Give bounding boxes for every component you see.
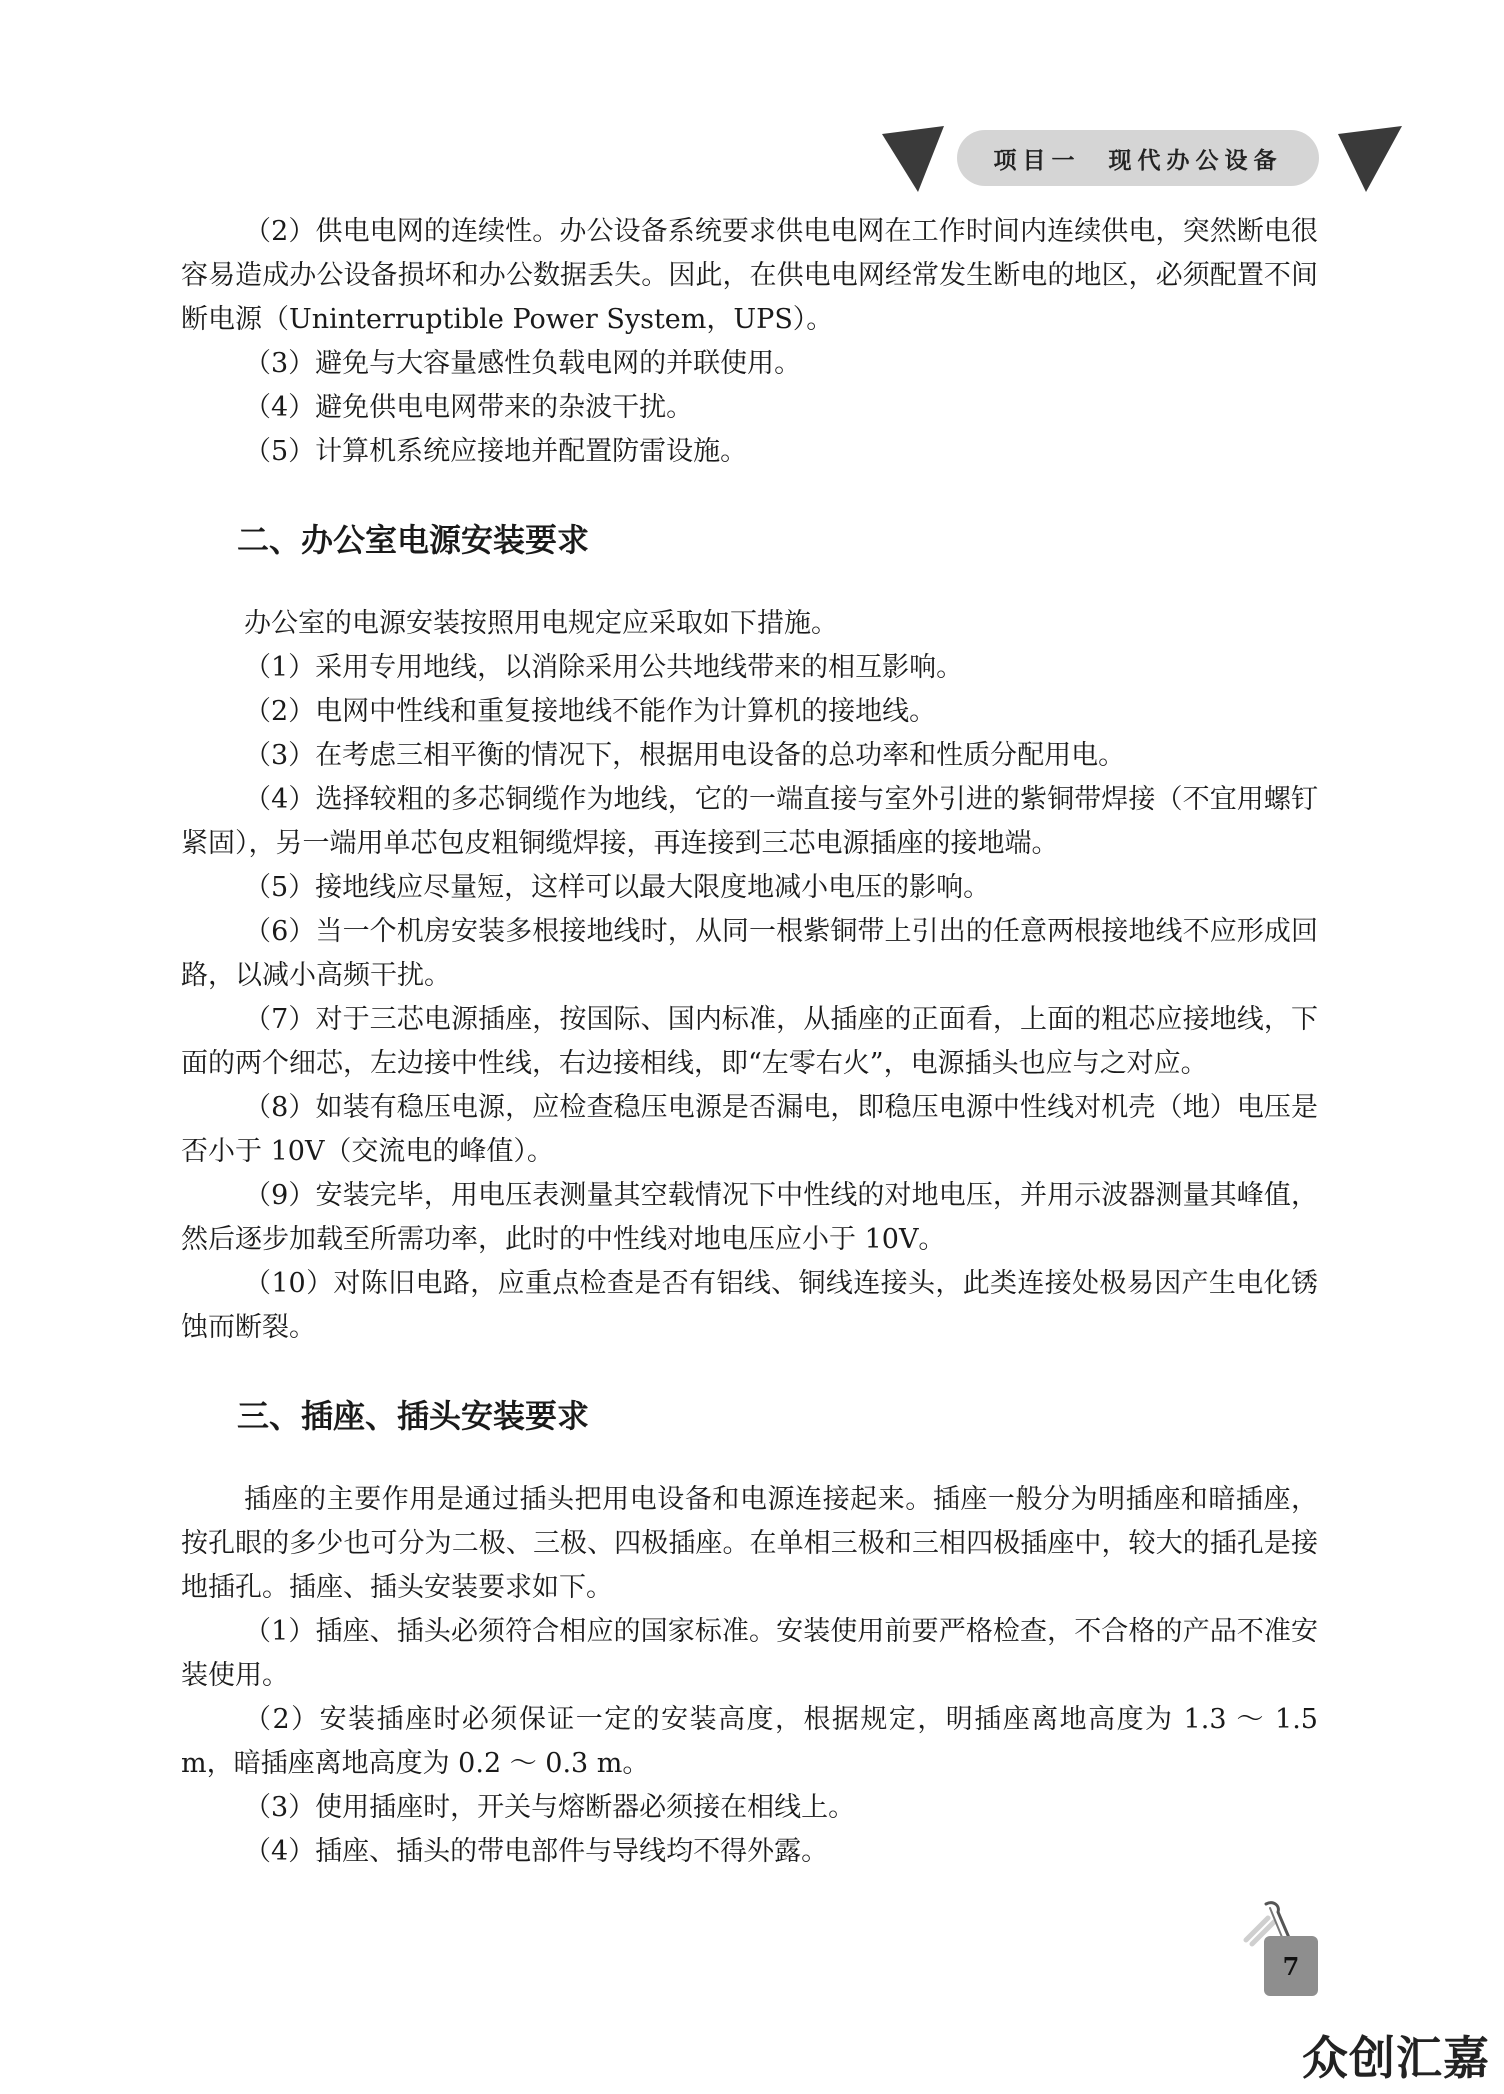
header-banner [957,130,1319,186]
paragraph: （7）对于三芯电源插座，按国际、国内标准，从插座的正面看，上面的粗芯应接地线，下面的两个细芯，左边接中性线，右边接相线，即“左零右火”，电源插头也应与之对应。 [181,1004,1318,1079]
paragraph: （1）采用专用地线，以消除采用公共地线带来的相互影响。 [244,652,964,683]
paragraph: （5）计算机系统应接地并配置防雷设施。 [244,436,748,467]
triangle-decoration-right-icon [1332,126,1402,196]
header-title: 项目一 现代办公设备 [993,147,1283,174]
paragraph: （10）对陈旧电路，应重点检查是否有铝线、铜线连接头，此类连接处极易因产生电化锈蚀而断裂。 [181,1268,1318,1343]
paragraph: 插座的主要作用是通过插头把用电设备和电源连接起来。插座一般分为明插座和暗插座，按孔眼的多少也可分为二极、三极、四极插座。在单相三极和三相四极插座中，较大的插孔是接地插孔。插座、插头安装要求如下。 [181,1484,1318,1603]
section-heading-socket-installation: 三、插座、插头安装要求 [237,1397,590,1435]
paragraph: （3）在考虑三相平衡的情况下，根据用电设备的总功率和性质分配用电。 [244,740,1126,771]
paragraph: 办公室的电源安装按照用电规定应采取如下措施。 [244,608,838,639]
paragraph: （8）如装有稳压电源，应检查稳压电源是否漏电，即稳压电源中性线对机壳（地）电压是否小于 10V（交流电的峰值）。 [181,1092,1318,1167]
triangle-decoration-left-icon [882,126,952,196]
paragraph: （3）避免与大容量感性负载电网的并联使用。 [244,348,802,379]
paragraph: （5）接地线应尽量短，这样可以最大限度地减小电压的影响。 [244,872,991,903]
paragraph: （9）安装完毕，用电压表测量其空载情况下中性线的对地电压，并用示波器测量其峰值，然后逐步加载至所需功率，此时的中性线对地电压应小于 10V。 [181,1180,1318,1255]
running-header [882,118,1402,204]
paragraph: （4）插座、插头的带电部件与导线均不得外露。 [244,1836,829,1867]
paragraph: （3）使用插座时，开关与熔断器必须接在相线上。 [244,1792,856,1823]
paragraph: （4）避免供电电网带来的杂波干扰。 [244,392,694,423]
section-heading-power-installation: 二、办公室电源安装要求 [237,521,590,559]
page-number-tag [1238,1900,1328,2000]
paragraph: （6）当一个机房安装多根接地线时，从同一根紫铜带上引出的任意两根接地线不应形成回路，以减小高频干扰。 [181,916,1318,991]
page-body [181,210,1318,1874]
paragraph: （1）插座、插头必须符合相应的国家标准。安装使用前要严格检查，不合格的产品不准安装使用。 [181,1616,1318,1691]
paragraph: （2）安装插座时必须保证一定的安装高度，根据规定，明插座离地高度为 1.3 ～ 1.5 m，暗插座离地高度为 0.2 ～ 0.3 m。 [181,1704,1318,1779]
paragraph: （2）电网中性线和重复接地线不能作为计算机的接地线。 [244,696,937,727]
paragraph: （2）供电电网的连续性。办公设备系统要求供电电网在工作时间内连续供电，突然断电很容易造成办公设备损坏和办公数据丢失。因此，在供电电网经常发生断电的地区，必须配置不间断电源（Uninterruptible Power System，UPS）。 [181,216,1318,335]
page-number-badge [1264,1936,1318,1996]
page-number: 7 [1282,1951,1300,1981]
watermark: 众创汇嘉 [1302,2031,1490,2085]
paragraph: （4）选择较粗的多芯铜缆作为地线，它的一端直接与室外引进的紫铜带焊接（不宜用螺钉紧固），另一端用单芯包皮粗铜缆焊接，再连接到三芯电源插座的接地端。 [181,784,1318,859]
